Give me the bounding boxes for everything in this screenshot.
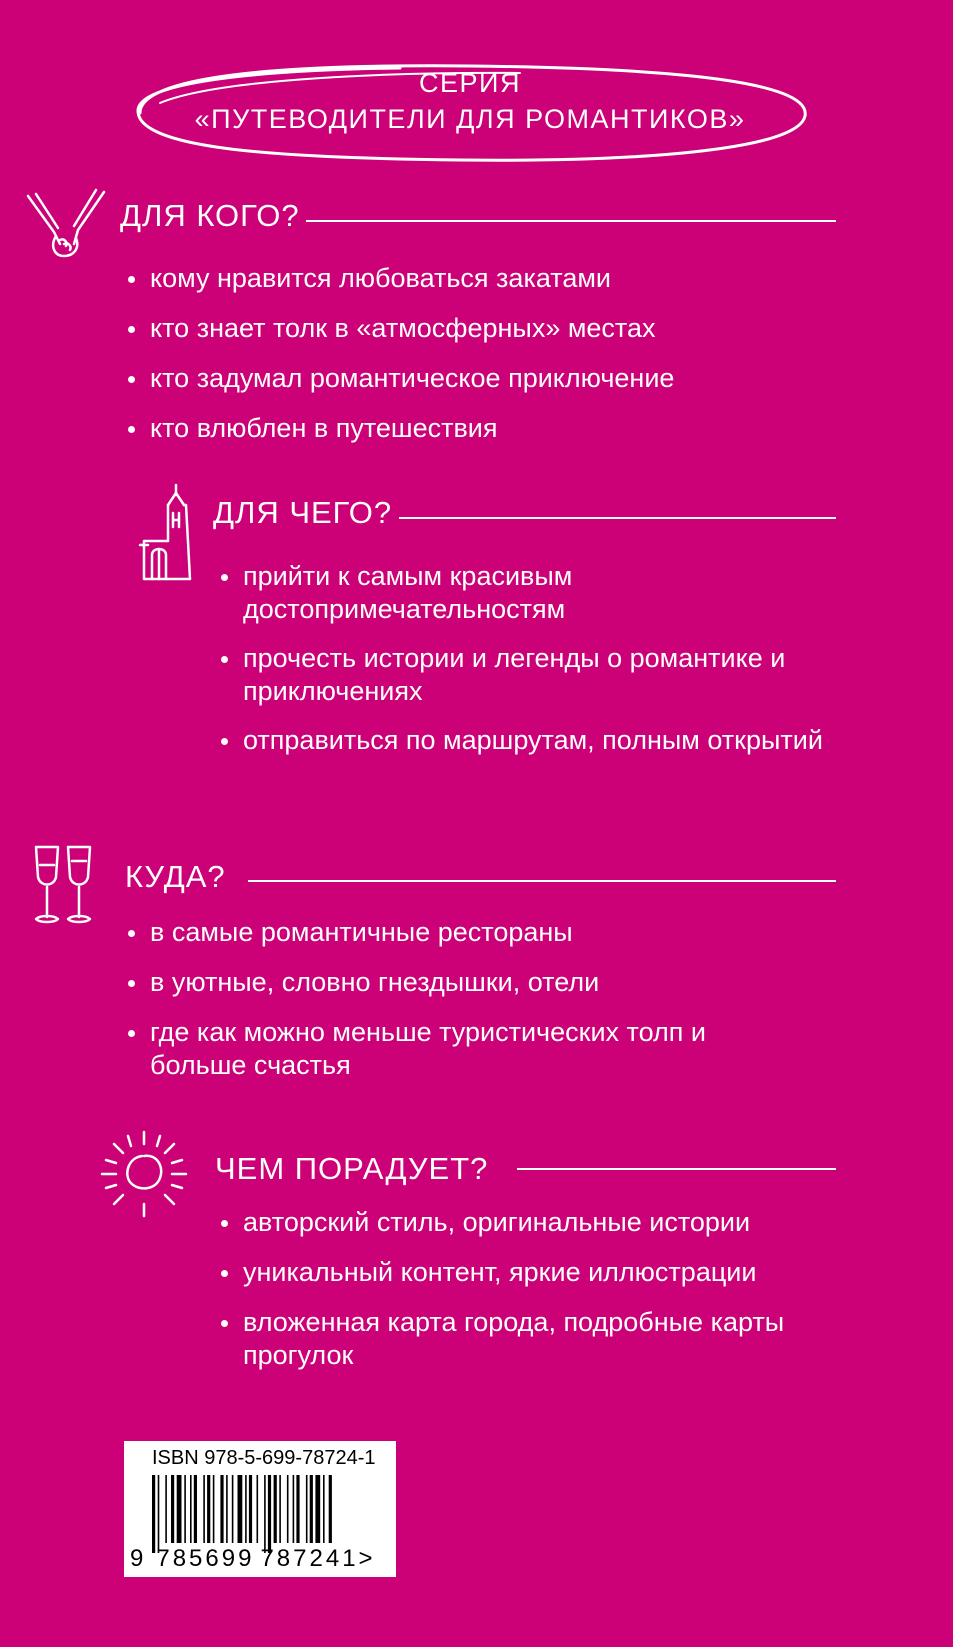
isbn-digit-group2: 787241 [260,1545,359,1572]
barcode-bar [310,1475,313,1543]
list-item: кому нравится любоваться закатами [128,262,868,295]
isbn-barcode-block [124,1441,396,1577]
isbn-digit-tail: > [358,1545,376,1572]
section-title: КУДА? [125,859,226,894]
list-item: авторский стиль, оригинальные истории [221,1206,841,1239]
series-label: СЕРИЯ [419,68,521,98]
barcode-bar [190,1475,192,1543]
barcode-bar [184,1475,186,1543]
bullet-list [221,560,841,757]
list-item: кто влюблен в путешествия [128,412,868,445]
castle-tower-icon [138,483,198,583]
series-header [100,58,840,168]
barcode-bar [203,1475,205,1543]
barcode-bar [249,1475,252,1543]
barcode-bar [213,1475,215,1543]
barcode-bar [274,1475,277,1543]
barcode-bar [226,1475,228,1543]
section-divider [306,220,836,222]
list-item: прочесть истории и легенды о романтике и приключениях [221,642,841,708]
isbn-digit-lead: 9 [130,1545,147,1572]
section-divider [517,1168,836,1170]
champagne-glasses-icon [30,843,100,928]
barcode-bar [257,1475,259,1543]
barcode-bar [264,1475,266,1553]
bullet-list [221,1206,841,1372]
barcode-bar [171,1475,174,1543]
bullet-list [128,262,868,445]
barcode-bar [158,1475,160,1553]
list-item: прийти к самым красивым достопримечательностям [221,560,841,626]
section-title: ЧЕМ ПОРАДУЕТ? [215,1151,489,1186]
barcode-bar [329,1475,332,1543]
barcode-bar [323,1475,325,1543]
list-item: вложенная карта города, подробные карты прогулок [221,1306,841,1372]
section-title: ДЛЯ КОГО? [120,198,300,233]
barcode-bar [220,1475,223,1543]
holding-hands-icon [24,186,108,266]
barcode-bar [165,1475,167,1543]
section-divider [399,517,836,519]
barcode-bar [245,1475,247,1543]
section-title: ДЛЯ ЧЕГО? [213,495,393,530]
list-item: кто задумал романтическое приключение [128,362,868,395]
isbn-label: ISBN 978-5-699-78724-1 [152,1447,376,1469]
sun-icon [98,1128,190,1220]
barcode-bar [238,1475,243,1543]
barcode-bar [293,1475,295,1543]
barcode-bar [296,1475,299,1543]
list-item: где как можно меньше туристических толп и больше счастья [128,1016,788,1082]
barcode-bar [268,1475,271,1553]
barcode-bar [306,1475,308,1543]
list-item: уникальный контент, яркие иллюстрации [221,1256,841,1289]
list-item: в уютные, словно гнездышки, отели [128,966,788,999]
isbn-digits [130,1545,376,1573]
list-item: отправиться по маршрутам, полным открытий [221,724,841,757]
barcode-bar [152,1475,155,1553]
bullet-list [128,916,788,1082]
barcode-bar [232,1475,234,1543]
barcode-graphic [152,1475,382,1555]
series-title: «ПУТЕВОДИТЕЛИ ДЛЯ РОМАНТИКОВ» [194,104,746,134]
barcode-bar [207,1475,210,1543]
list-item: в самые романтичные рестораны [128,916,788,949]
list-item: кто знает толк в «атмосферных» местах [128,312,868,345]
isbn-digit-group1: 785699 [156,1545,255,1572]
barcode-bar [279,1475,281,1543]
barcode-bar [194,1475,197,1543]
barcode-bar [287,1475,289,1543]
barcode-bar [177,1475,182,1543]
section-divider [248,880,836,882]
barcode-bar [315,1475,320,1543]
